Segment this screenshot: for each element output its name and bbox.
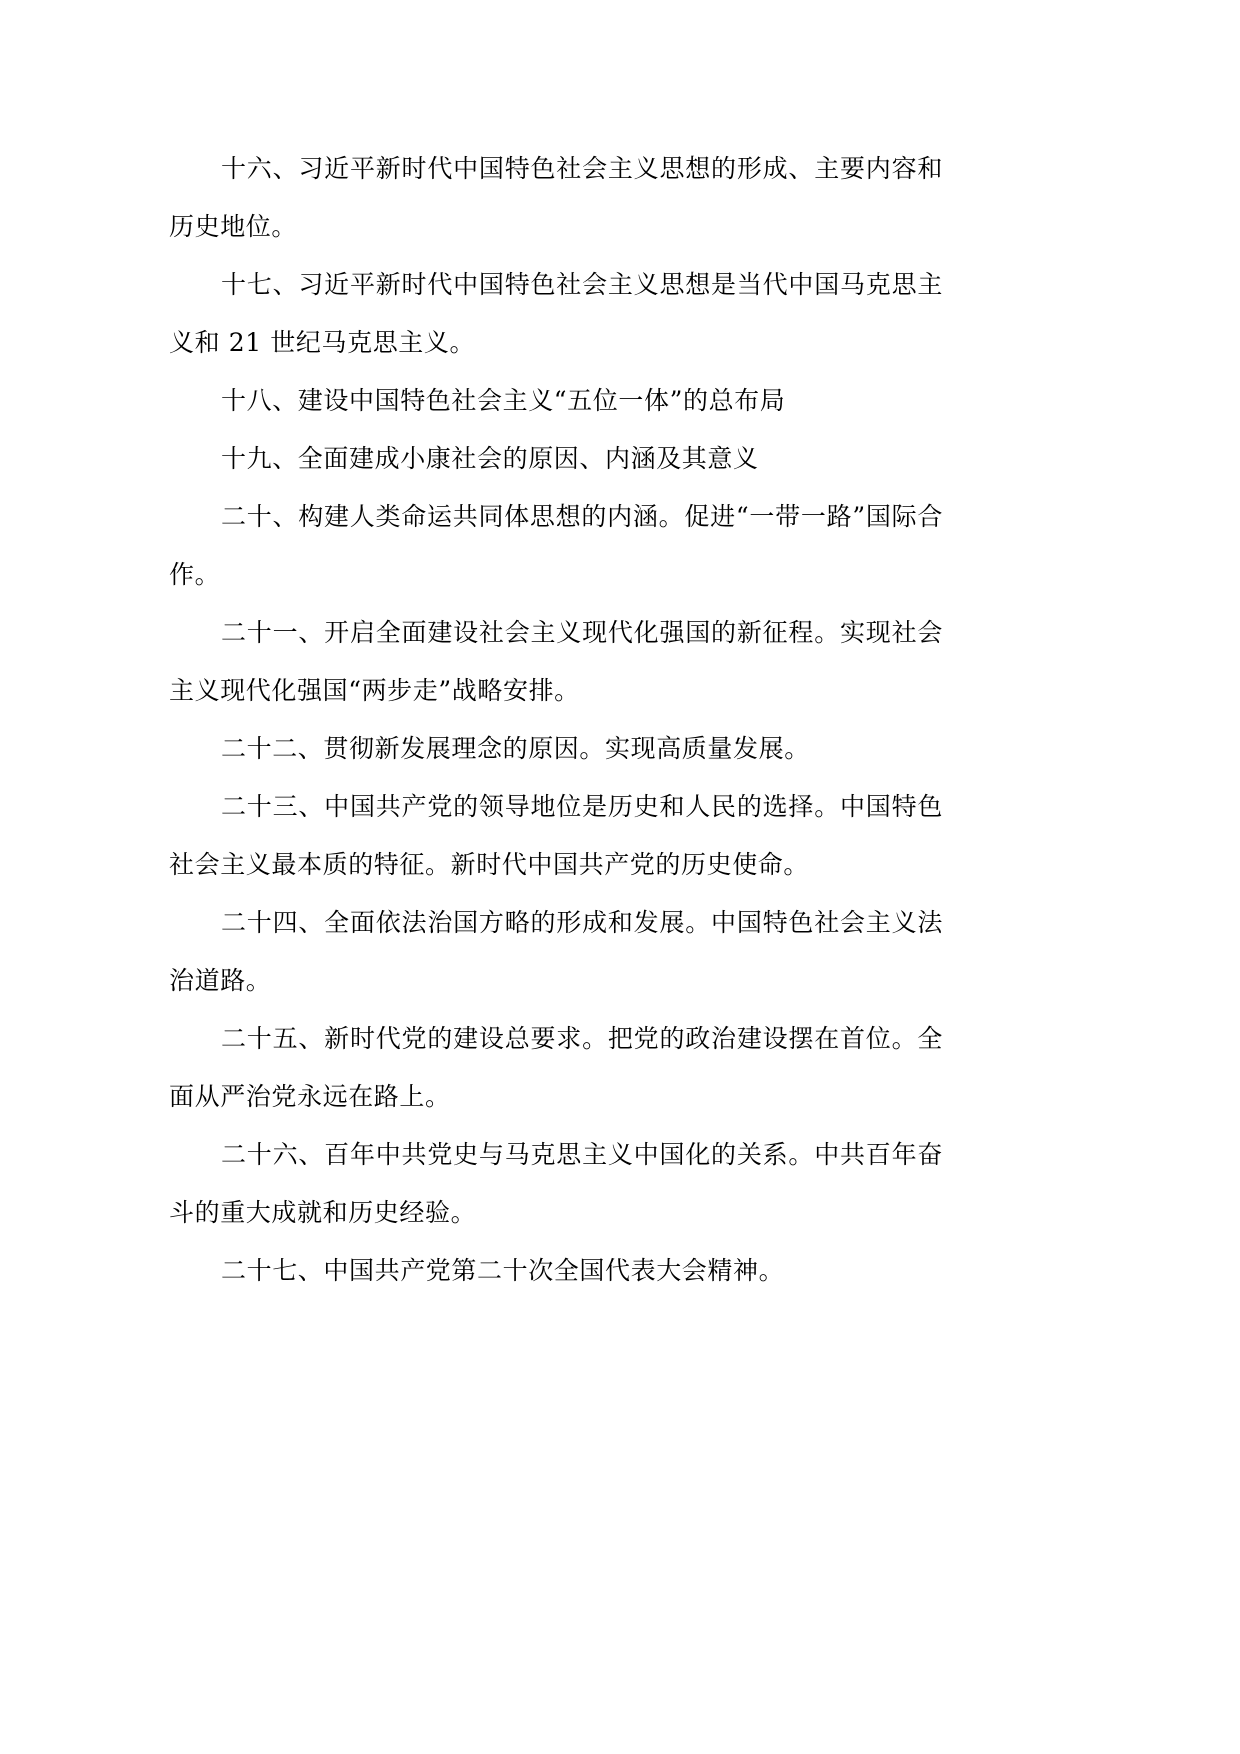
outline-item-24: 二十四、全面依法治国方略的形成和发展。中国特色社会主义法治道路。 xyxy=(169,908,943,995)
outline-item-23: 二十三、中国共产党的领导地位是历史和人民的选择。中国特色社会主义最本质的特征。新时代中国共产党的历史使命。 xyxy=(169,792,943,879)
outline-item-18: 十八、建设中国特色社会主义“五位一体”的总布局 xyxy=(221,386,786,415)
outline-item-20: 二十、构建人类命运共同体思想的内涵。促进“一带一路”国际合作。 xyxy=(169,502,943,589)
outline-item-26: 二十六、百年中共党史与马克思主义中国化的关系。中共百年奋斗的重大成就和历史经验。 xyxy=(169,1140,943,1227)
outline-item-25: 二十五、新时代党的建设总要求。把党的政治建设摆在首位。全面从严治党永远在路上。 xyxy=(169,1024,943,1111)
outline-item-16: 十六、习近平新时代中国特色社会主义思想的形成、主要内容和历史地位。 xyxy=(169,154,943,241)
document-page xyxy=(169,140,943,1300)
outline-item-21: 二十一、开启全面建设社会主义现代化强国的新征程。实现社会主义现代化强国“两步走”战略安排。 xyxy=(169,618,943,705)
outline-item-27: 二十七、中国共产党第二十次全国代表大会精神。 xyxy=(221,1256,785,1285)
outline-item-19: 十九、全面建成小康社会的原因、内涵及其意义 xyxy=(221,444,759,473)
outline-item-22: 二十二、贯彻新发展理念的原因。实现高质量发展。 xyxy=(221,734,810,763)
outline-item-17: 十七、习近平新时代中国特色社会主义思想是当代中国马克思主义和 21 世纪马克思主义。 xyxy=(169,270,943,357)
